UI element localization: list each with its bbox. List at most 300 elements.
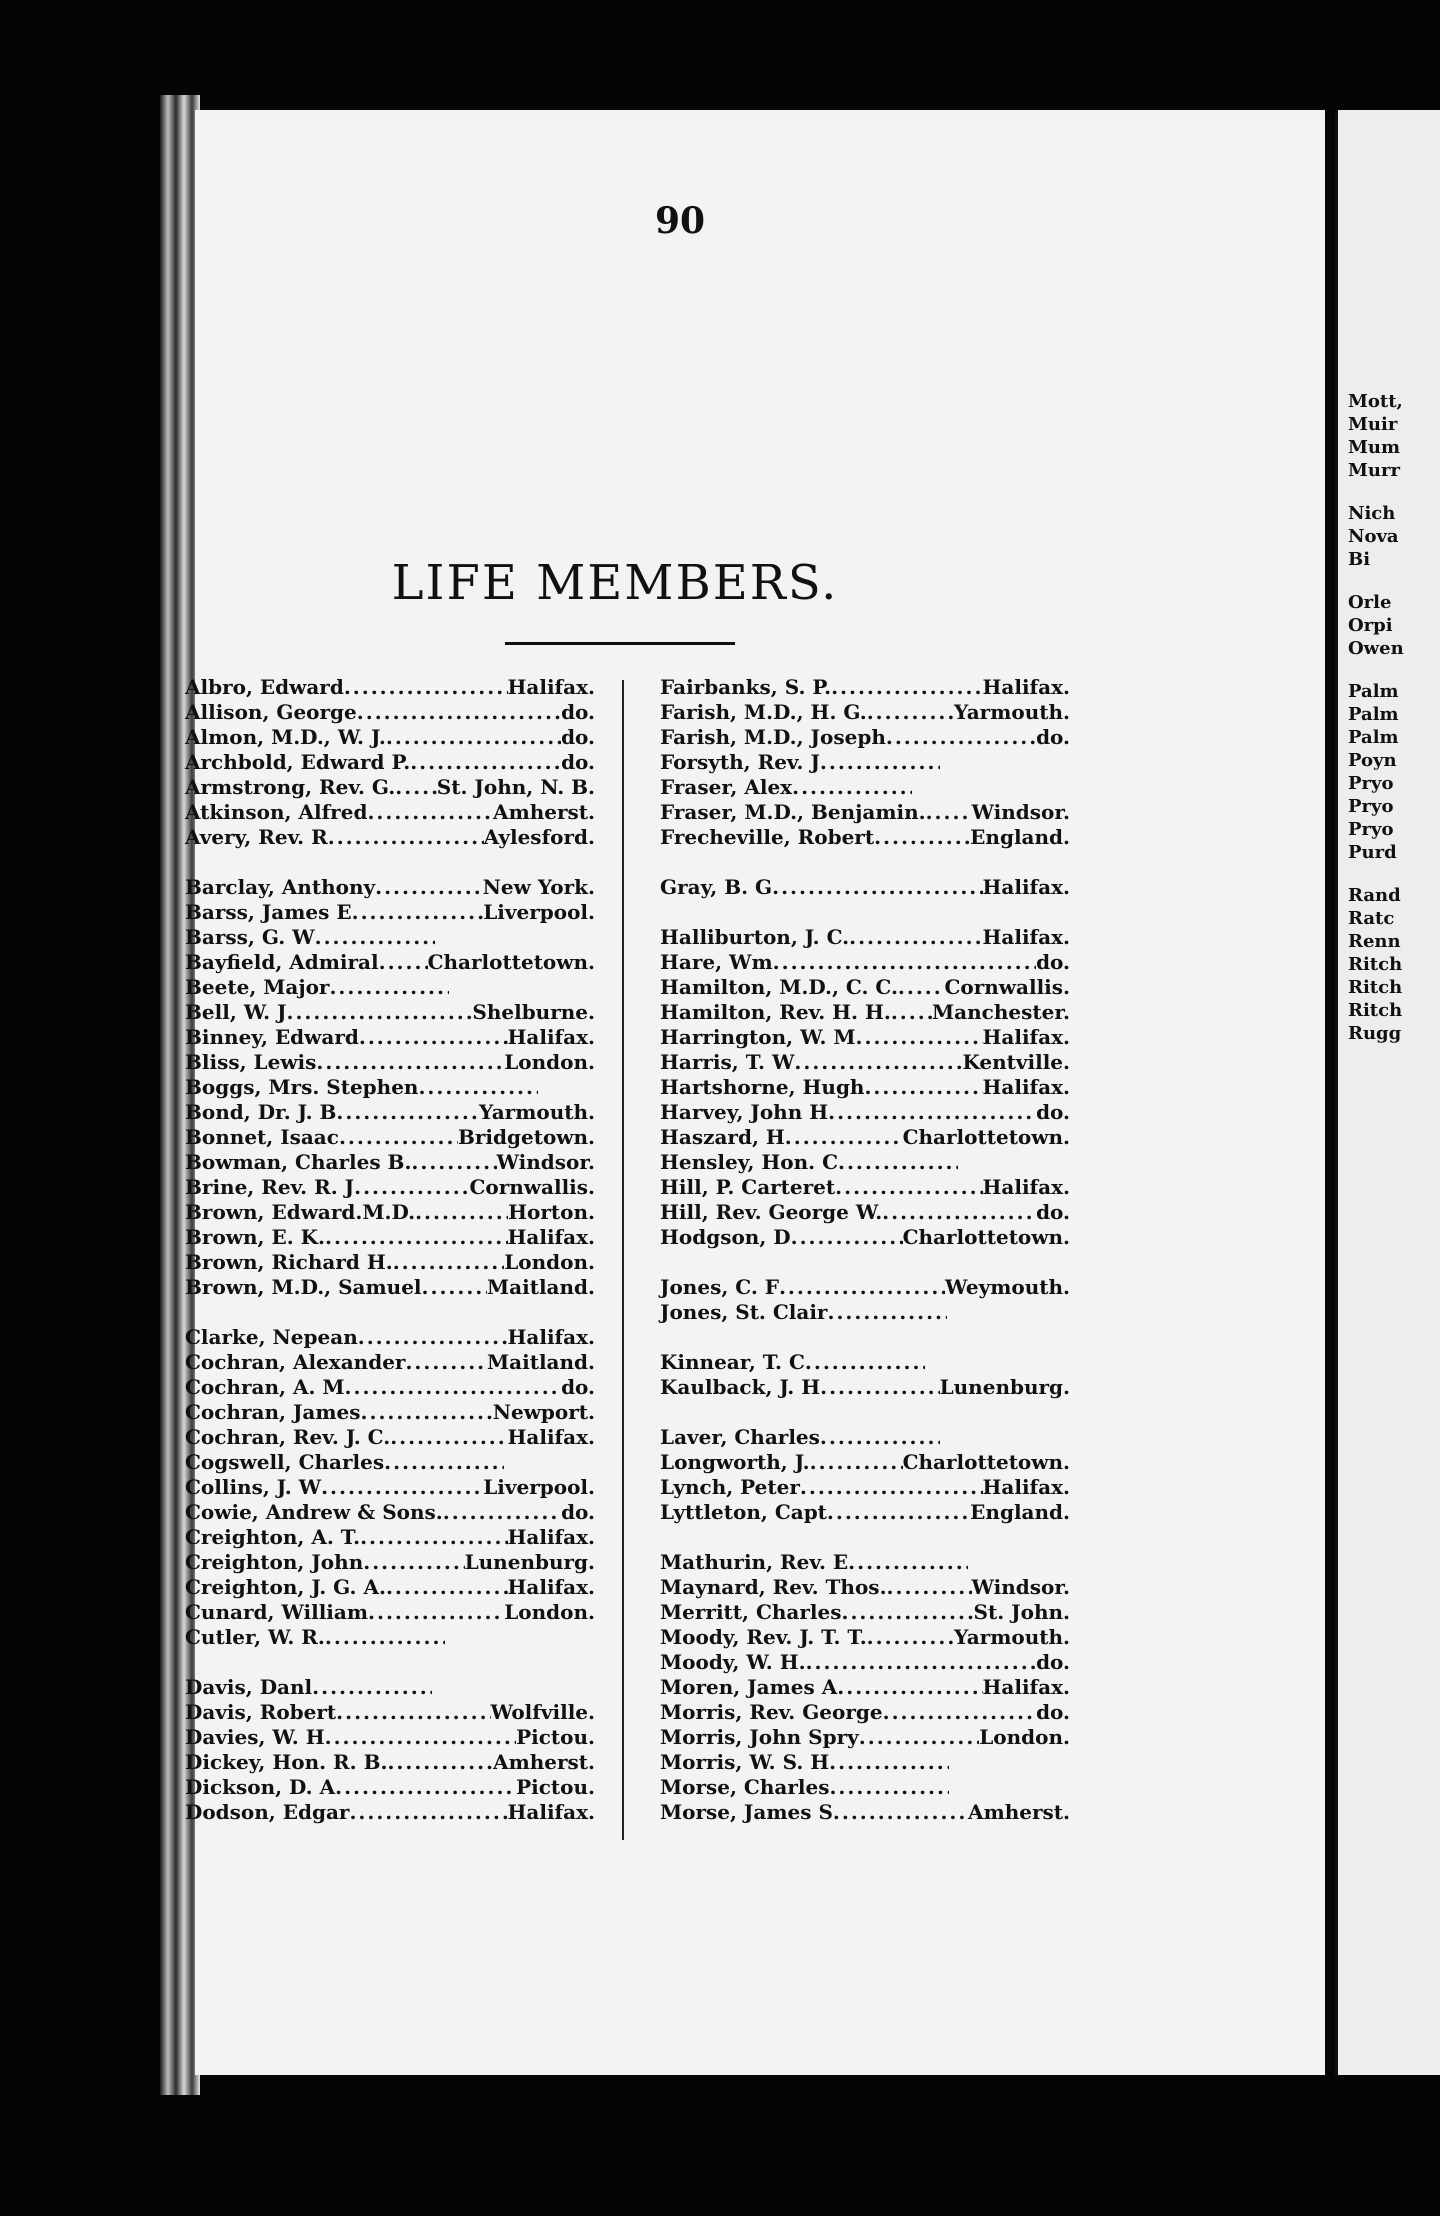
leader-dots (785, 1125, 903, 1150)
member-name: Jones, C. F (660, 1275, 779, 1299)
member-place: England. (970, 825, 1070, 849)
member-entry (185, 1350, 595, 1375)
member-group (660, 1350, 1070, 1400)
member-name: Cogswell, Charles (185, 1450, 385, 1474)
member-entry (185, 1750, 595, 1775)
member-name: Cunard, William (185, 1600, 369, 1624)
member-place: Halifax. (507, 1425, 595, 1449)
member-name: Lyttleton, Capt (660, 1500, 827, 1524)
next-page-fragment: Ratc (1348, 908, 1395, 929)
next-page-fragment: Murr (1348, 460, 1400, 481)
leader-dots (806, 1650, 1036, 1675)
member-name: Creighton, John (185, 1550, 364, 1574)
leader-dots (838, 1150, 958, 1175)
member-place: do. (561, 1500, 595, 1524)
leader-dots (829, 1750, 949, 1775)
next-page-fragment: Rugg (1348, 1023, 1402, 1044)
member-group (660, 675, 1070, 850)
leader-dots (325, 1725, 516, 1750)
member-name: Haszard, H (660, 1125, 785, 1149)
member-place: Pictou. (516, 1775, 595, 1799)
member-place: Pictou. (516, 1725, 595, 1749)
leader-dots (357, 700, 561, 725)
member-entry (660, 1425, 1070, 1450)
member-name: Gray, B. G (660, 875, 773, 899)
member-name: Morris, John Spry (660, 1725, 859, 1749)
member-entry (660, 1500, 1070, 1525)
leader-dots (794, 1050, 962, 1075)
member-entry (185, 1000, 595, 1025)
member-entry (185, 1700, 595, 1725)
leader-dots (867, 700, 954, 725)
leader-dots (349, 1800, 507, 1825)
member-place: Halifax. (507, 1325, 595, 1349)
leader-dots (386, 1575, 508, 1600)
member-name: Fraser, Alex (660, 775, 793, 799)
leader-dots (810, 1450, 903, 1475)
member-entry (660, 925, 1070, 950)
member-name: Cutler, W. R. (185, 1625, 325, 1649)
member-entry (185, 1025, 595, 1050)
member-place: Yarmouth. (478, 1100, 595, 1124)
column-divider (622, 680, 624, 1840)
leader-dots (800, 1475, 983, 1500)
member-place: Charlottetown. (427, 950, 595, 974)
member-entry (660, 1475, 1070, 1500)
leader-dots (286, 1000, 472, 1025)
leader-dots (837, 1675, 982, 1700)
member-place: St. John, N. B. (436, 775, 595, 799)
member-name: Morse, James S (660, 1800, 833, 1824)
next-page-fragment: Pryo (1348, 773, 1394, 794)
member-entry (185, 750, 595, 775)
leader-dots (829, 1775, 949, 1800)
member-place: Amherst. (968, 1800, 1070, 1824)
member-entry (185, 1675, 595, 1700)
member-name: Allison, George (185, 700, 357, 724)
next-page-fragment: Ritch (1348, 977, 1403, 998)
member-place: Bridgetown. (457, 1125, 595, 1149)
member-entry (185, 825, 595, 850)
member-place: England. (970, 1500, 1070, 1524)
member-entry (185, 975, 595, 1000)
member-entry (660, 1600, 1070, 1625)
member-name: Davies, W. H (185, 1725, 325, 1749)
member-place: Halifax. (982, 875, 1070, 899)
member-name: Davis, Danl (185, 1675, 313, 1699)
member-place: Halifax. (982, 1675, 1070, 1699)
member-place: Cornwallis. (944, 975, 1070, 999)
member-place: Halifax. (507, 1225, 595, 1249)
leader-dots (891, 1000, 932, 1025)
member-place: Halifax. (507, 675, 595, 699)
next-page-fragment: Muir (1348, 414, 1398, 435)
leader-dots (379, 950, 428, 975)
member-name: Dodson, Edgar (185, 1800, 350, 1824)
member-name: Farish, M.D., Joseph (660, 725, 886, 749)
member-entry (660, 1275, 1070, 1300)
leader-dots (329, 975, 449, 1000)
member-entry (185, 1125, 595, 1150)
member-name: Creighton, A. T. (185, 1525, 361, 1549)
leader-dots (898, 975, 945, 1000)
leader-dots (828, 1100, 1036, 1125)
member-name: Merritt, Charles (660, 1600, 842, 1624)
member-name: Kinnear, T. C (660, 1350, 805, 1374)
member-group (660, 1425, 1070, 1525)
member-entry (185, 1725, 595, 1750)
member-name: Fraser, M.D., Benjamin. (660, 800, 926, 824)
member-group (660, 1550, 1070, 1825)
member-entry (185, 725, 595, 750)
member-name: Creighton, J. G. A. (185, 1575, 386, 1599)
leader-dots (375, 875, 482, 900)
member-entry (660, 1175, 1070, 1200)
member-name: Harvey, John H (660, 1100, 829, 1124)
member-entry (185, 1475, 595, 1500)
leader-dots (792, 775, 912, 800)
leader-dots (820, 1425, 940, 1450)
member-entry (185, 1600, 595, 1625)
member-place: Aylesford. (483, 825, 595, 849)
member-name: Brine, Rev. R. J (185, 1175, 355, 1199)
member-name: Maynard, Rev. Thos. (660, 1575, 887, 1599)
leader-dots (339, 1125, 458, 1150)
member-entry (185, 1800, 595, 1825)
member-entry (660, 1100, 1070, 1125)
member-entry (660, 1675, 1070, 1700)
member-name: Hartshorne, Hugh (660, 1075, 865, 1099)
member-entry (660, 1225, 1070, 1250)
member-name: Hensley, Hon. C (660, 1150, 838, 1174)
member-entry (185, 700, 595, 725)
leader-dots (405, 1350, 487, 1375)
member-entry (660, 1650, 1070, 1675)
member-place: St. John. (973, 1600, 1070, 1624)
member-place: Manchester. (932, 1000, 1070, 1024)
member-place: do. (1036, 950, 1070, 974)
member-entry (185, 875, 595, 900)
member-place: Amherst. (493, 800, 595, 824)
next-page-fragment: Palm (1348, 727, 1399, 748)
member-entry (185, 1625, 595, 1650)
member-place: Charlottetown. (902, 1450, 1070, 1474)
member-place: Halifax. (507, 1525, 595, 1549)
member-place: Charlottetown. (902, 1125, 1070, 1149)
member-name: Forsyth, Rev. J (660, 750, 820, 774)
member-name: Moody, Rev. J. T. T. (660, 1625, 867, 1649)
member-group (660, 1275, 1070, 1325)
leader-dots (856, 1025, 983, 1050)
leader-dots (882, 1200, 1036, 1225)
leader-dots (312, 1675, 432, 1700)
member-name: Bayfield, Admiral (185, 950, 379, 974)
member-name: Brown, E. K. (185, 1225, 325, 1249)
leader-dots (415, 1200, 508, 1225)
member-entry (660, 1200, 1070, 1225)
leader-dots (367, 800, 493, 825)
member-place: Wolfville. (490, 1700, 595, 1724)
member-entry (660, 1375, 1070, 1400)
member-place: Lunenburg. (939, 1375, 1070, 1399)
member-place: Maitland. (487, 1350, 595, 1374)
member-entry (660, 1300, 1070, 1325)
leader-dots (410, 750, 561, 775)
member-name: Laver, Charles (660, 1425, 820, 1449)
member-place: London. (504, 1050, 595, 1074)
member-place: do. (1036, 1100, 1070, 1124)
leader-dots (344, 675, 508, 700)
member-entry (185, 1175, 595, 1200)
next-page-fragment: Mum (1348, 437, 1401, 458)
member-name: Almon, M.D., W. J. (185, 725, 386, 749)
member-name: Avery, Rev. R (185, 825, 328, 849)
member-entry (185, 675, 595, 700)
member-entry (660, 1150, 1070, 1175)
member-entry (185, 1425, 595, 1450)
member-group (185, 1325, 595, 1650)
member-entry (660, 1025, 1070, 1050)
leader-dots (363, 1550, 464, 1575)
leader-dots (325, 1225, 508, 1250)
member-place: Halifax. (982, 1025, 1070, 1049)
leader-dots (791, 1225, 903, 1250)
leader-dots (387, 1750, 493, 1775)
member-name: Bond, Dr. J. B (185, 1100, 337, 1124)
member-name: Morse, Charles (660, 1775, 830, 1799)
member-name: Barclay, Anthony (185, 875, 376, 899)
next-page-fragment: Mott, (1348, 391, 1403, 412)
member-entry (660, 1725, 1070, 1750)
right-member-column (660, 675, 1070, 1850)
leader-dots (359, 1025, 508, 1050)
page-number: 90 (654, 200, 706, 242)
next-page-fragment: Ritch (1348, 954, 1403, 975)
member-place: do. (561, 725, 595, 749)
leader-dots (859, 1725, 979, 1750)
member-place: do. (1036, 1700, 1070, 1724)
leader-dots (443, 1500, 561, 1525)
member-entry (660, 675, 1070, 700)
member-place: New York. (482, 875, 595, 899)
member-group (185, 1675, 595, 1825)
member-name: Halliburton, J. C. (660, 925, 850, 949)
member-place: Halifax. (982, 675, 1070, 699)
member-name: Barss, James E (185, 900, 352, 924)
member-entry (660, 825, 1070, 850)
page-title: LIFE MEMBERS. (391, 555, 839, 611)
next-page-fragment: Orpi (1348, 615, 1393, 636)
member-place: London. (504, 1250, 595, 1274)
member-entry (660, 1625, 1070, 1650)
member-entry (660, 950, 1070, 975)
leader-dots (316, 1050, 504, 1075)
member-name: Hill, Rev. George W. (660, 1200, 883, 1224)
next-page-fragment: Palm (1348, 704, 1399, 725)
member-name: Cochran, Rev. J. C. (185, 1425, 391, 1449)
member-place: do. (1036, 1650, 1070, 1674)
leader-dots (867, 1625, 954, 1650)
member-entry (185, 800, 595, 825)
member-place: Cornwallis. (469, 1175, 595, 1199)
member-entry (185, 1375, 595, 1400)
member-name: Cowie, Andrew & Sons. (185, 1500, 443, 1524)
leader-dots (418, 1075, 538, 1100)
member-entry (660, 1350, 1070, 1375)
member-place: Halifax. (507, 1025, 595, 1049)
member-entry (185, 1275, 595, 1300)
member-entry (185, 1525, 595, 1550)
member-name: Hare, Wm (660, 950, 773, 974)
leader-dots (386, 725, 561, 750)
leader-dots (820, 1375, 939, 1400)
left-member-column (185, 675, 595, 1850)
member-entry (185, 775, 595, 800)
member-name: Morris, W. S. H (660, 1750, 830, 1774)
member-entry (660, 800, 1070, 825)
member-place: Liverpool. (483, 1475, 595, 1499)
member-name: Kaulback, J. H (660, 1375, 821, 1399)
member-name: Binney, Edward (185, 1025, 359, 1049)
next-page-fragment: Ritch (1348, 1000, 1403, 1021)
title-rule (505, 642, 735, 645)
member-place: do. (561, 750, 595, 774)
member-name: Hamilton, Rev. H. H. (660, 1000, 891, 1024)
member-name: Hill, P. Carteret (660, 1175, 836, 1199)
member-place: Yarmouth. (953, 1625, 1070, 1649)
member-name: Boggs, Mrs. Stephen (185, 1075, 419, 1099)
member-entry (660, 1700, 1070, 1725)
member-entry (660, 975, 1070, 1000)
member-name: Davis, Robert (185, 1700, 337, 1724)
leader-dots (835, 1175, 982, 1200)
member-place: Shelburne. (472, 1000, 595, 1024)
leader-dots (772, 875, 982, 900)
next-page-fragment: Bi (1348, 549, 1371, 570)
member-name: Dickson, D. A (185, 1775, 336, 1799)
member-name: Fairbanks, S. P. (660, 675, 832, 699)
member-entry (185, 1775, 595, 1800)
next-page-fragment: Purd (1348, 842, 1397, 863)
member-place: do. (1036, 1200, 1070, 1224)
leader-dots (827, 1500, 970, 1525)
member-name: Bliss, Lewis (185, 1050, 317, 1074)
member-entry (660, 1450, 1070, 1475)
member-entry (660, 1000, 1070, 1025)
member-name: Brown, Richard H. (185, 1250, 393, 1274)
leader-dots (360, 1525, 507, 1550)
leader-dots (833, 1800, 968, 1825)
member-name: Brown, Edward.M.D. (185, 1200, 416, 1224)
next-page-fragment: Palm (1348, 681, 1399, 702)
member-name: Farish, M.D., H. G. (660, 700, 867, 724)
member-place: do. (561, 700, 595, 724)
member-entry (660, 1775, 1070, 1800)
member-place: Yarmouth. (953, 700, 1070, 724)
member-entry (660, 1750, 1070, 1775)
member-name: Bell, W. J (185, 1000, 287, 1024)
member-name: Hamilton, M.D., C. C. (660, 975, 898, 999)
member-place: Windsor. (971, 1575, 1070, 1599)
member-name: Collins, J. W (185, 1475, 322, 1499)
member-group (660, 875, 1070, 900)
leader-dots (393, 1250, 505, 1275)
member-entry (660, 1050, 1070, 1075)
member-name: Bowman, Charles B. (185, 1150, 412, 1174)
leader-dots (325, 1625, 445, 1650)
member-entry (660, 1550, 1070, 1575)
member-name: Longworth, J. (660, 1450, 810, 1474)
member-entry (185, 950, 595, 975)
member-place: Halifax. (507, 1800, 595, 1824)
member-entry (660, 700, 1070, 725)
next-page-fragment: Nova (1348, 526, 1399, 547)
leader-dots (358, 1325, 508, 1350)
leader-dots (411, 1150, 496, 1175)
leader-dots (805, 1350, 925, 1375)
member-entry (660, 1800, 1070, 1825)
member-entry (660, 775, 1070, 800)
member-name: Harris, T. W (660, 1050, 795, 1074)
member-place: Lunenburg. (464, 1550, 595, 1574)
leader-dots (779, 1275, 945, 1300)
member-name: Mathurin, Rev. E (660, 1550, 849, 1574)
member-name: Moren, James A (660, 1675, 838, 1699)
member-entry (185, 1575, 595, 1600)
member-entry (185, 925, 595, 950)
leader-dots (422, 1275, 488, 1300)
leader-dots (395, 775, 437, 800)
member-place: Halifax. (982, 1175, 1070, 1199)
member-name: Morris, Rev. George (660, 1700, 883, 1724)
leader-dots (345, 1375, 562, 1400)
member-entry (185, 1550, 595, 1575)
leader-dots (384, 1450, 504, 1475)
leader-dots (315, 925, 435, 950)
member-place: Windsor. (496, 1150, 595, 1174)
member-place: Halifax. (982, 1475, 1070, 1499)
member-entry (185, 900, 595, 925)
leader-dots (354, 1175, 469, 1200)
member-entry (185, 1500, 595, 1525)
next-page-fragments (1348, 390, 1440, 1065)
member-name: Moody, W. H. (660, 1650, 806, 1674)
member-place: London. (504, 1600, 595, 1624)
member-entry (185, 1225, 595, 1250)
member-place: Liverpool. (483, 900, 595, 924)
next-page-fragment: Pryo (1348, 819, 1394, 840)
leader-dots (335, 1775, 516, 1800)
member-name: Harrington, W. M (660, 1025, 856, 1049)
member-group (660, 925, 1070, 1250)
leader-dots (361, 1400, 493, 1425)
next-page-fragment: Poyn (1348, 750, 1397, 771)
leader-dots (321, 1475, 483, 1500)
member-name: Archbold, Edward P. (185, 750, 411, 774)
leader-dots (848, 1550, 968, 1575)
leader-dots (336, 1100, 479, 1125)
leader-dots (887, 1575, 972, 1600)
member-place: London. (979, 1725, 1070, 1749)
member-name: Cochran, A. M (185, 1375, 345, 1399)
member-name: Barss, G. W (185, 925, 315, 949)
member-name: Brown, M.D., Samuel (185, 1275, 422, 1299)
leader-dots (336, 1700, 490, 1725)
member-entry (185, 1250, 595, 1275)
member-place: Halifax. (982, 1075, 1070, 1099)
member-entry (185, 1325, 595, 1350)
member-entry (660, 1575, 1070, 1600)
